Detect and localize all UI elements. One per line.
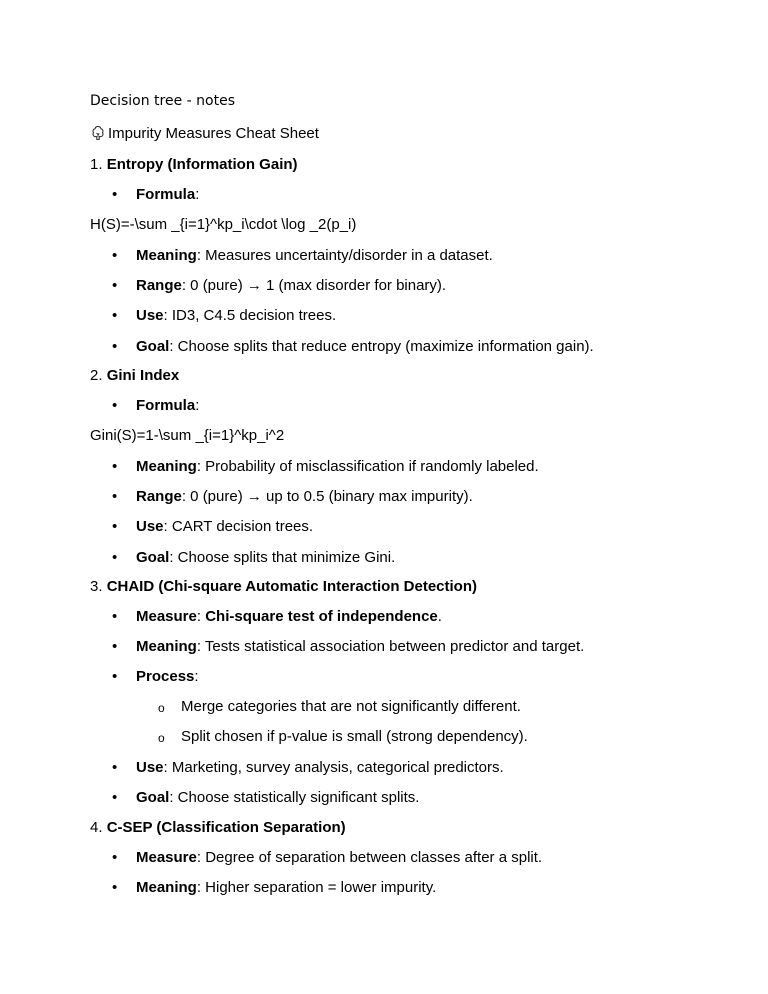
- bullet-icon: •: [112, 518, 118, 535]
- sub-list-item: Merge categories that are not significantly different.: [181, 698, 521, 715]
- bullet-icon: •: [112, 789, 118, 806]
- list-item: Use: CART decision trees.: [136, 518, 314, 535]
- bullet-icon: •: [112, 186, 118, 203]
- list-item: Meaning: Tests statistical association between predictor and target.: [136, 638, 585, 655]
- bullet-icon: •: [112, 549, 118, 566]
- list-item: Goal: Choose splits that minimize Gini.: [136, 549, 396, 566]
- sub-bullet-icon: o: [158, 701, 165, 715]
- bullet-icon: •: [112, 488, 118, 505]
- bullet-icon: •: [112, 638, 118, 655]
- list-item: Meaning: Higher separation = lower impurity.: [136, 879, 437, 896]
- bullet-icon: •: [112, 668, 118, 685]
- cheat-sheet-title: Impurity Measures Cheat Sheet: [108, 125, 319, 142]
- bullet-icon: •: [112, 759, 118, 776]
- list-item: Goal: Choose splits that reduce entropy (maximize information gain).: [136, 338, 594, 355]
- list-item: Use: ID3, C4.5 decision trees.: [136, 307, 337, 324]
- list-item: Meaning: Probability of misclassification if randomly labeled.: [136, 458, 539, 475]
- bullet-icon: •: [112, 307, 118, 324]
- section-heading-gini: 2. Gini Index: [90, 367, 180, 384]
- section-heading-chaid: 3. CHAID (Chi-square Automatic Interaction Detection): [90, 578, 477, 595]
- formula-label-item: Formula:: [136, 186, 200, 203]
- bullet-icon: •: [112, 608, 118, 625]
- list-item: Measure: Chi-square test of independence.: [136, 608, 442, 625]
- sub-bullet-icon: o: [158, 731, 165, 745]
- bullet-icon: •: [112, 277, 118, 294]
- bullet-icon: •: [112, 247, 118, 264]
- section-heading-csep: 4. C-SEP (Classification Separation): [90, 819, 346, 836]
- list-item: Goal: Choose statistically significant splits.: [136, 789, 420, 806]
- gini-formula: Gini(S)=1-\sum _{i=1}^kp_i^2: [90, 427, 285, 444]
- bullet-icon: •: [112, 338, 118, 355]
- bullet-icon: •: [112, 458, 118, 475]
- list-item: Measure: Degree of separation between classes after a split.: [136, 849, 543, 866]
- bullet-icon: •: [112, 849, 118, 866]
- tree-icon: [90, 125, 108, 146]
- bullet-icon: •: [112, 397, 118, 414]
- document-title: Decision tree - notes: [90, 93, 236, 109]
- sub-list-item: Split chosen if p-value is small (strong dependency).: [181, 728, 528, 745]
- section-heading-entropy: 1. Entropy (Information Gain): [90, 156, 298, 173]
- cheat-sheet-heading: [90, 125, 319, 146]
- list-item: Use: Marketing, survey analysis, categorical predictors.: [136, 759, 504, 776]
- bullet-icon: •: [112, 879, 118, 896]
- list-item: Range: 0 (pure) → up to 0.5 (binary max impurity).: [136, 488, 473, 505]
- list-item: Meaning: Measures uncertainty/disorder in a dataset.: [136, 247, 493, 264]
- list-item: Range: 0 (pure) → 1 (max disorder for binary).: [136, 277, 447, 294]
- formula-label-item: Formula:: [136, 397, 200, 414]
- list-item: Process:: [136, 668, 199, 685]
- entropy-formula: H(S)=-\sum _{i=1}^kp_i\cdot \log _2(p_i): [90, 216, 357, 233]
